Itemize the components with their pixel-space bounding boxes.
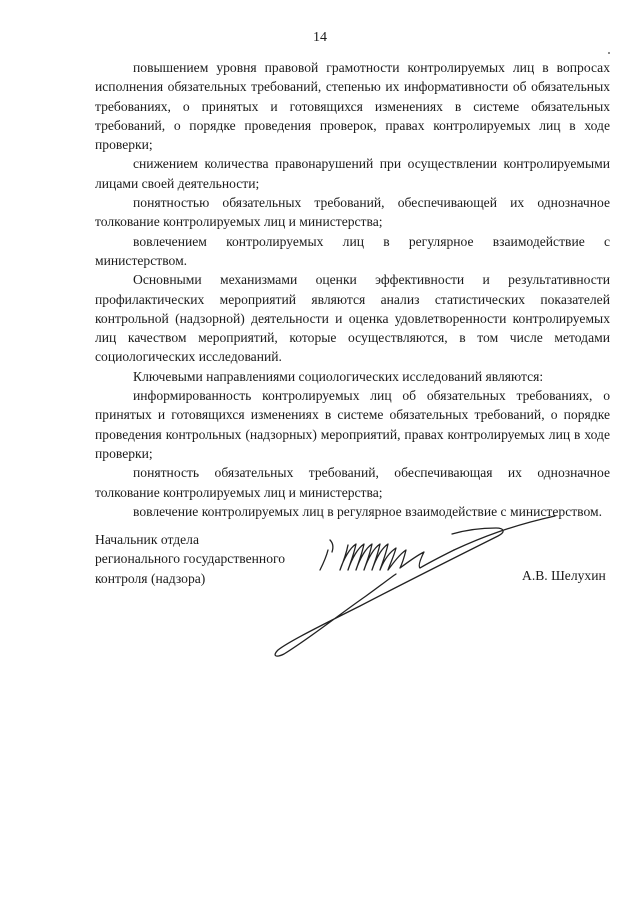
signatory-position	[95, 530, 285, 588]
paragraph: снижением количества правонарушений при осуществлении контролируемыми лицами своей деятельности;	[95, 156, 610, 191]
paragraph: вовлечение контролируемых лиц в регулярное взаимодействие с министерством.	[133, 503, 603, 519]
paragraph: информированность контролируемых лиц об обязательных требованиях, о принятых и готовящихся изменениях в системе обязательных требований, о порядке проведения контрольных (надзорных) мероприятий, правах контролируемых лиц в ходе проверки;	[95, 388, 610, 461]
document-body	[95, 58, 610, 521]
position-line: регионального государственного	[95, 551, 286, 567]
signatory-name: А.В. Шелухин	[522, 568, 606, 583]
page-number: 14	[313, 30, 327, 45]
paragraph: повышением уровня правовой грамотности контролируемых лиц в вопросах исполнения обязательных требований, степенью их информативности об обязательных требованиях, о принятых и готовящихся изменениях в системе обязательных требований, о порядке проведения проверок, правах контролируемых лиц в ходе проверки;	[95, 60, 610, 153]
paragraph: вовлечением контролируемых лиц в регулярное взаимодействие с министерством.	[95, 233, 610, 268]
scan-speck	[608, 52, 610, 54]
paragraph: понятность обязательных требований, обеспечивающая их однозначное толкование контролируемых лиц и министерства;	[95, 465, 610, 500]
handwritten-signature	[270, 510, 570, 660]
paragraph: Основными механизмами оценки эффективности и результативности профилактических мероприятий являются анализ статистических показателей контрольной (надзорной) деятельности и оценка удовлетворенности контролируемых лиц качеством мероприятий, которые осуществляются, в том числе методами социологических исследований.	[95, 272, 610, 365]
paragraph: Ключевыми направлениями социологических исследований являются:	[133, 368, 544, 384]
position-line: контроля (надзора)	[95, 570, 206, 586]
paragraph: понятностью обязательных требований, обеспечивающей их однозначное толкование контролируемых лиц и министерства;	[95, 195, 610, 230]
position-line: Начальник отдела	[95, 532, 199, 547]
